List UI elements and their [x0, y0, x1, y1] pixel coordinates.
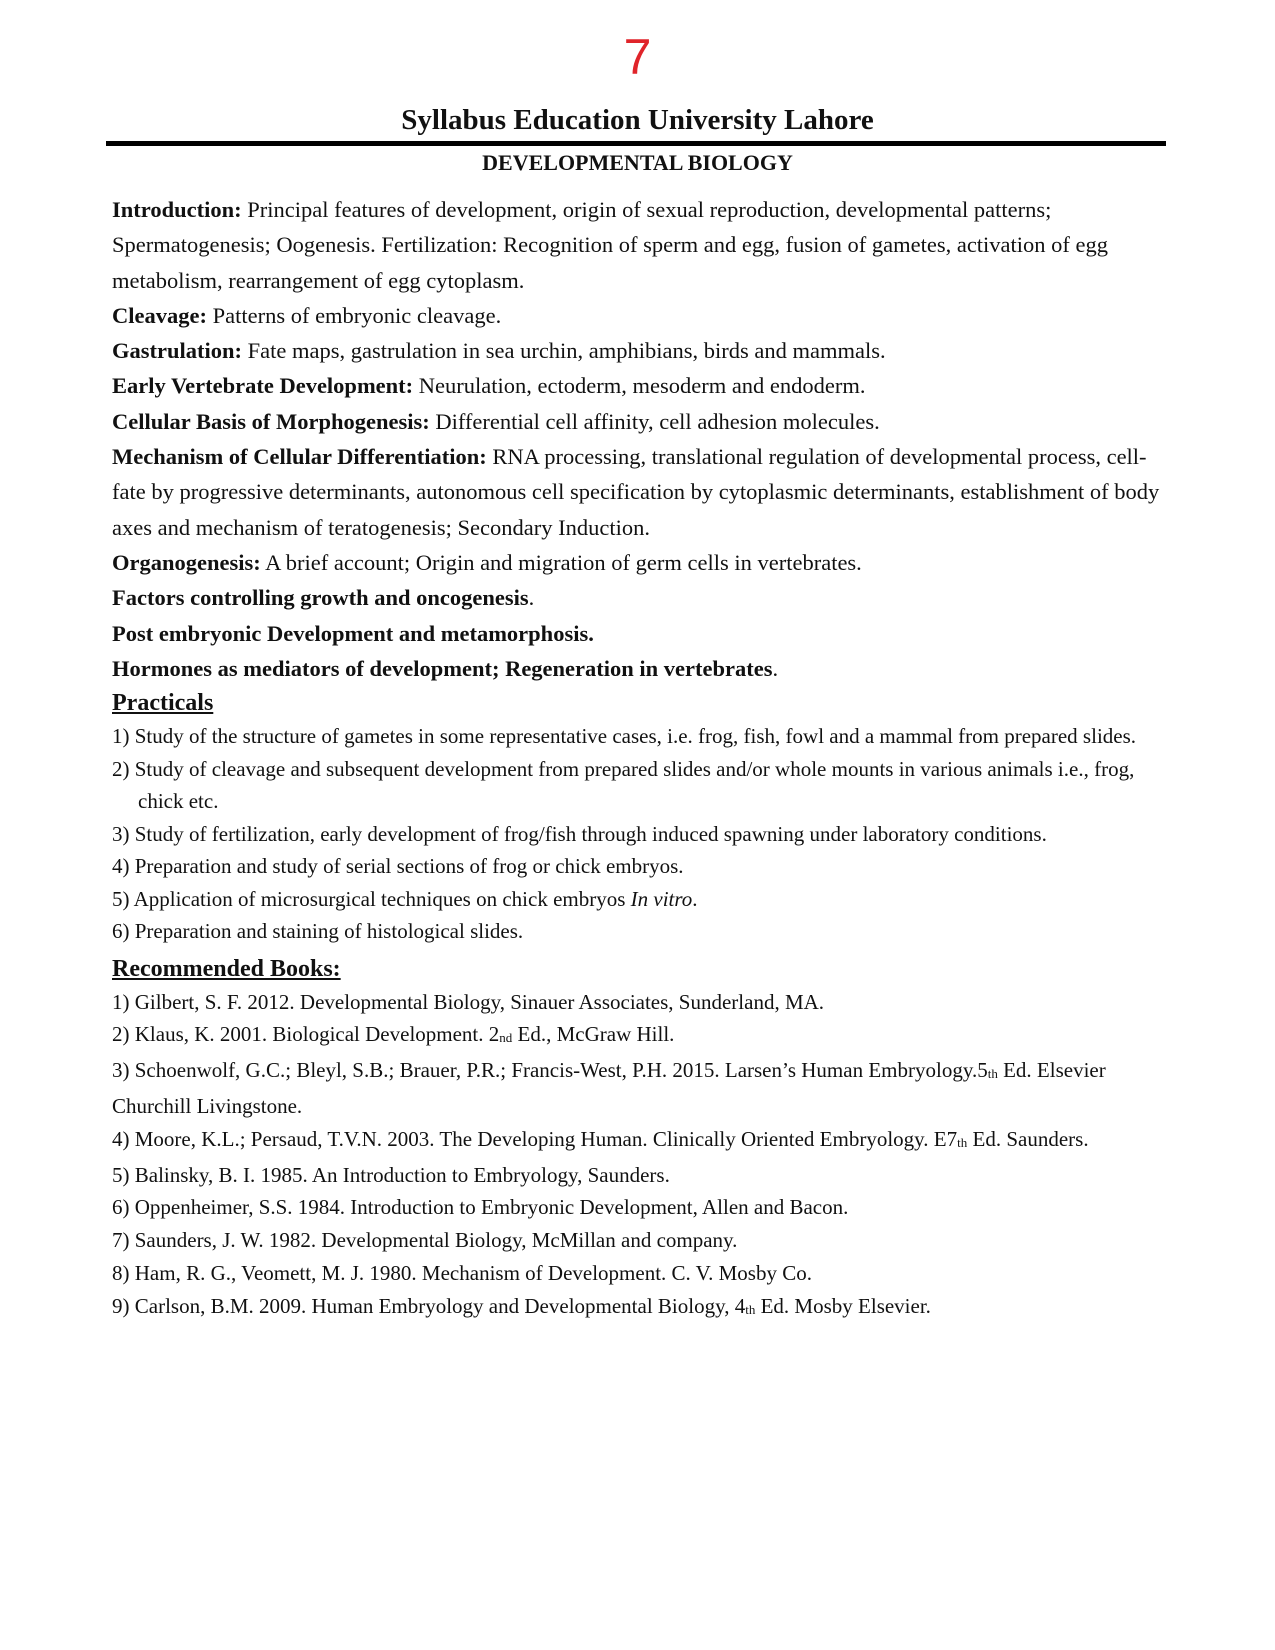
topic-label: Early Vertebrate Development: — [112, 373, 414, 399]
book-item — [112, 1123, 1172, 1159]
topic-text: Differential cell affinity, cell adhesion molecules. — [429, 408, 880, 434]
ordinal-suffix: nd — [499, 1030, 513, 1046]
book-text: Ed. Elsevier Churchill Livingstone. — [112, 1058, 1106, 1119]
practical-item-text: 5) Application of microsurgical techniques on chick embryos — [112, 886, 631, 911]
syllabus-content — [112, 192, 1172, 1326]
topic-text: Fate maps, gastrulation in sea urchin, amphibians, birds and mammals. — [242, 338, 886, 364]
topic-cleavage — [112, 298, 1172, 333]
practical-item-end: . — [692, 886, 698, 911]
book-text: 9) Carlson, B.M. 2009. Human Embryology and Developmental Biology, 4 — [112, 1293, 746, 1318]
topic-organogenesis — [112, 545, 1172, 580]
practical-item: 4) Preparation and study of serial sections of frog or chick embryos. — [112, 854, 684, 879]
practicals-heading: Practicals — [112, 690, 214, 717]
topics-section — [112, 192, 1172, 686]
book-item: 7) Saunders, J. W. 1982. Developmental Biology, McMillan and company. — [112, 1228, 738, 1253]
book-item: 8) Ham, R. G., Veomett, M. J. 1980. Mechanism of Development. C. V. Mosby Co. — [112, 1261, 812, 1286]
topic-gastrulation — [112, 333, 1172, 368]
book-text: Ed., McGraw Hill. — [512, 1022, 675, 1047]
practical-item: 1) Study of the structure of gametes in some representative cases, i.e. frog, fish, fowl and a mammal from prepared slides. — [112, 724, 1137, 749]
topic-label: Hormones as mediators of development; Regeneration in vertebrates — [112, 655, 773, 681]
ordinal-suffix: th — [957, 1134, 968, 1150]
topic-label: Cleavage: — [112, 302, 207, 328]
topic-text: Neurulation, ectoderm, mesoderm and endoderm. — [413, 373, 866, 399]
book-text: 2) Klaus, K. 2001. Biological Development. 2 — [112, 1022, 500, 1047]
subject-title: DEVELOPMENTAL BIOLOGY — [482, 150, 793, 175]
document-title — [0, 105, 1275, 137]
book-item — [112, 1018, 1172, 1054]
topic-early-vertebrate-development — [112, 368, 1172, 403]
topic-label: Post embryonic Development and metamorphosis. — [112, 620, 594, 646]
page-number: 7 — [623, 29, 652, 85]
topic-hormones — [112, 651, 1172, 686]
topic-text: RNA processing, translational regulation of developmental process, cell-fate by progressive determinants, autonomous cell specification by cytoplasmic determinants, establishment of body axes and mechanism of teratogenesis; Secondary Induction. — [112, 444, 1160, 540]
topic-text: . — [528, 585, 535, 611]
book-item: 1) Gilbert, S. F. 2012. Developmental Biology, Sinauer Associates, Sunderland, MA. — [112, 989, 825, 1014]
topic-post-embryonic — [112, 616, 1172, 651]
topic-introduction — [112, 192, 1172, 298]
topic-text: Principal features of development, origin of sexual reproduction, developmental patterns; Spermatogenesis; Oogenesis. Fertilization: Recognition of sperm and egg, fusion of gametes, activation of egg metabolism, rearrangement of egg cytoplasm. — [112, 197, 1109, 293]
topic-text: A brief account; Origin and migration of germ cells in vertebrates. — [260, 549, 862, 575]
practical-item — [112, 883, 1172, 916]
topic-growth-oncogenesis — [112, 580, 1172, 615]
topic-label: Mechanism of Cellular Differentiation: — [112, 444, 487, 470]
topic-label: Factors controlling growth and oncogenesis — [112, 585, 529, 611]
document-title-text: Syllabus Education University Lahore — [401, 104, 874, 136]
practical-item: 2) Study of cleavage and subsequent development from prepared slides and/or whole mounts in various animals i.e., frog, chick etc. — [112, 756, 1135, 814]
topic-label: Introduction: — [112, 197, 242, 222]
topic-text: . — [772, 655, 779, 681]
book-item: 5) Balinsky, B. I. 1985. An Introduction to Embryology, Saunders. — [112, 1162, 670, 1187]
ordinal-suffix: th — [745, 1301, 756, 1317]
book-text: Ed. Mosby Elsevier. — [755, 1293, 931, 1318]
topic-cellular-differentiation — [112, 439, 1172, 545]
ordinal-suffix: th — [987, 1066, 998, 1082]
practicals-list — [112, 720, 1172, 948]
book-text: 3) Schoenwolf, G.C.; Bleyl, S.B.; Brauer, P.R.; Francis-West, P.H. 2015. Larsen’s Human Embryology.5 — [112, 1058, 988, 1083]
practical-item-italic: In vitro — [630, 886, 693, 911]
practical-item: 3) Study of fertilization, early development of frog/fish through induced spawning under laboratory conditions. — [112, 821, 1047, 846]
book-item — [112, 1290, 1172, 1326]
topic-label: Organogenesis: — [112, 549, 261, 575]
topic-label: Gastrulation: — [112, 338, 243, 364]
books-heading: Recommended Books: — [112, 955, 341, 982]
book-item — [112, 1054, 1172, 1123]
topic-text: Patterns of embryonic cleavage. — [206, 302, 502, 328]
header-divider — [106, 141, 1166, 146]
book-item: 6) Oppenheimer, S.S. 1984. Introduction to Embryonic Development, Allen and Bacon. — [112, 1195, 849, 1220]
books-list — [112, 986, 1172, 1326]
topic-label: Cellular Basis of Morphogenesis: — [112, 408, 430, 434]
book-text: 4) Moore, K.L.; Persaud, T.V.N. 2003. The Developing Human. Clinically Oriented Embryology. E7 — [112, 1126, 958, 1151]
practical-item: 6) Preparation and staining of histological slides. — [112, 919, 524, 944]
book-text: Ed. Saunders. — [967, 1126, 1089, 1151]
topic-cellular-basis-morphogenesis — [112, 404, 1172, 439]
